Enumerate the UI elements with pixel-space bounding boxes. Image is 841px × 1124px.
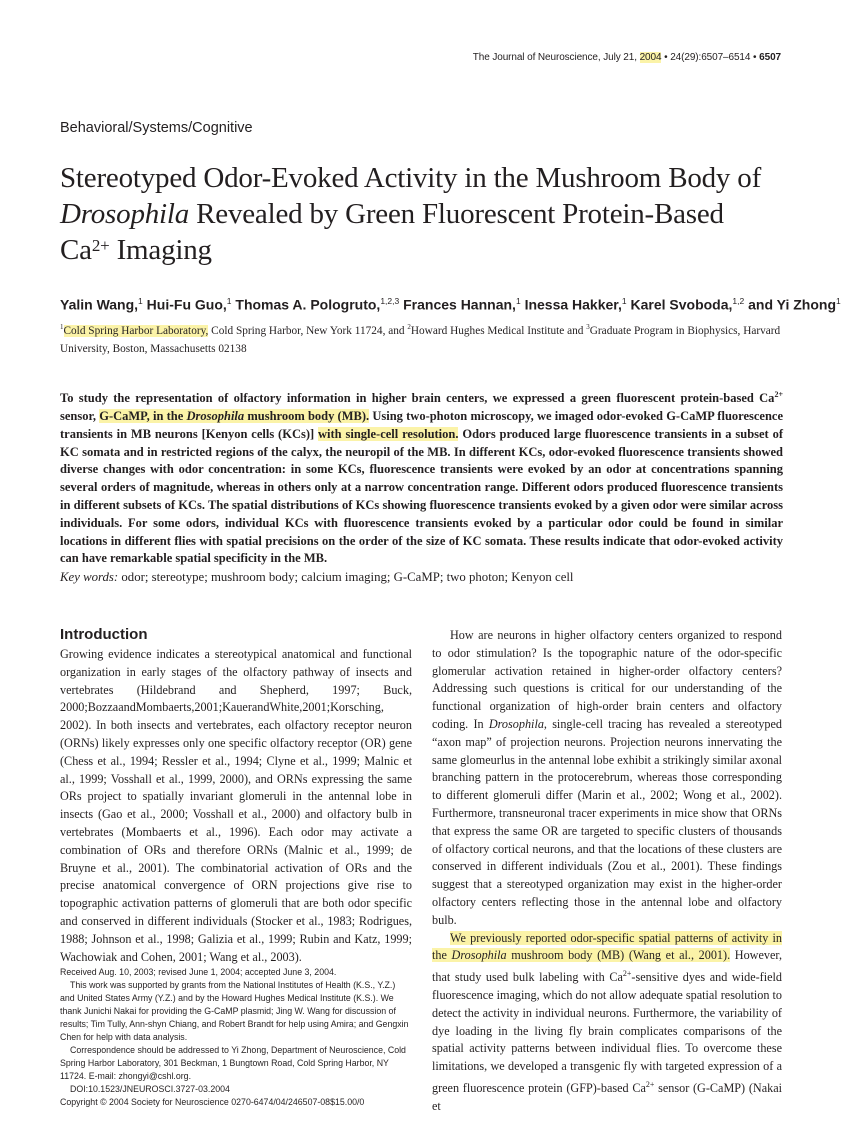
affil-text: Howard Hughes Medical Institute and [410, 324, 584, 337]
author: Hui-Fu Guo, [146, 296, 227, 313]
para-highlight [432, 931, 782, 963]
paragraph: Growing evidence indicates a stereotypical anatomical and functional organization in early stages of the olfactory pathway of insects and vertebrates (Hildebrand and Shepherd, 1997; Buck, 2000;BozzaandMombaerts,2001;KauerandWhite,2001;Korsching, 2002). In both insects and vertebrates, each olfactory receptor neuron (ORNs) likely expresses only one specific olfactory receptor (OR) gene (Chess et al., 1994; Ressler et al., 1994; Clyne et al., 1999; Malnic et al., 1999; Vosshall et al., 1999, 2000), and ORNs expressing the same ORs project to spatially invariant glomeruli in the antennal lobe in insects (Gao et al., 2000; Vosshall et al., 2000) and olfactory bulb in vertebrates (Mombaerts et al., 1996). Each odor may activate a combination of ORs and therefore ORNs (Malnic et al., 1999; de Bruyne et al., 2001). The combinatorial activation of ORs and the precise anatomical convergence of ORN projections give rise to topographic activation patterns of glomeruli that are both odor specific and conserved in different individuals (Stocker et al., 1983; Rodrigues, 1988; Johnson et al., 1998; Galizia et al., 1999; Rubin and Katz, 1999; Wachowiak and Cohen, 2001; Wang et al., 2003). [60, 647, 412, 964]
highlight-text: G-CaMP, in the [99, 408, 184, 423]
left-column [60, 646, 412, 966]
abstract-sup: 2+ [774, 390, 783, 399]
highlight-italic: Drosophila [451, 948, 507, 963]
title-italic: Drosophila [60, 198, 190, 230]
author-sup: 1 [138, 296, 143, 306]
abstract [60, 386, 783, 568]
abstract-text: To study the representation of olfactory information in higher brain centers, we expressed a green fluorescent protein-based Ca [60, 391, 775, 406]
footnote-received: Received Aug. 10, 2003; revised June 1, 2004; accepted June 3, 2004. [60, 967, 337, 977]
author-sup: 1 [515, 296, 521, 306]
highlight-text: mushroom body (MB) (Wang et al., 2001). [511, 948, 731, 963]
footnote-copyright: Copyright © 2004 Society for Neuroscience 0270-6474/04/246507-08$15.00/0 [60, 1097, 365, 1107]
footnote-correspondence: Correspondence should be addressed to Yi Zhong, Department of Neuroscience, Cold Spring Harbor Laboratory, 301 Beckman, 1 Bungtown Road, Cold Spring Harbor, NY 11724. E-mail: zhongyi@cshl.org. [60, 1045, 406, 1081]
affil-text: Cold Spring Harbor, New York 11724, and [211, 324, 405, 337]
para-text: , single-cell tracing has revealed a stereotyped “axon map” of projection neurons. Projection neurons innervating the same glomeurlus in the antennal lobe exhibit a strikingly similar axonal branching pattern in the protocerebrum, whereas those corresponding to different glomeruli differ (Marin et al., 2002; Wong et al., 2002). Furthermore, transneuronal tracer experiments in mice show that ORNs that express the same OR are targeted to specific clusters of thousands of olfactory cortical neurons, and that the locations of these clusters are conserved in different individuals (Zou et al., 2001). These findings suggest that a stereotyped organization may exist in the higher-order olfactory centers reflecting those in the antennal lobe and olfactory bulb. [432, 716, 783, 927]
keywords-text: odor; stereotype; mushroom body; calcium imaging; G-CaMP; two photon; Kenyon cell [121, 570, 574, 584]
footnote-support: This work was supported by grants from the National Institutes of Health (K.S., Y.Z.) and United States Army (Y.Z.) and by the Howard Hughes Medical Institute (K.S.). We thank Junichi Nakai for providing the G-CaMP plasmid; Jing W. Wang for discussion of results; Tim Tully, Ann-shyn Chiang, and Robert Brandt for help using Amira; and Gengxin Chen for help with data analysis. [60, 980, 409, 1042]
para-italic: Drosophila [488, 716, 544, 731]
abstract-text: Odors produced large fluorescence transients in a subset of KC somata and in restricted regions of the calyx, the neuropil of the MB. In different KCs, odor-evoked fluorescence transients showed diverse changes with odor concentration: in some KCs, fluorescence transients were evoked by an odor at concentrations spanning several orders of magnitude, whereas in others only at a narrow concentration range. Different odors produced fluorescence transients in different subsets of KCs. The spatial distributions of KCs showing fluorescence transients evoked by a given odor were similar across individuals. For some odors, individual KCs with fluorescence transients evoked by a particular odor could be found in similar locations in different flies with spatial precisions on the order of the size of KC somata. These results indicate that odor-evoked activity can have remarkable spatial specificity in the MB. [60, 426, 783, 566]
para-text: However, that study used bulk labeling with Ca [432, 948, 783, 985]
title-imaging: Imaging [116, 234, 212, 266]
journal-header: The Journal of Neuroscience, July 21, 2004 • 24(29):6507–6514 • 6507 [472, 52, 781, 63]
section-label: Behavioral/Systems/Cognitive [60, 120, 253, 136]
footnotes [60, 966, 412, 1109]
title-line-1: Stereotyped Odor-Evoked Activity in the Mushroom Body of [60, 162, 762, 194]
para-text: sensor (G-CaMP) (Nakai et [432, 1081, 783, 1113]
para-text: -sensitive dyes and wide-field fluorescence imaging, which do not allow adequate spatial resolution to detect the activity in individual neurons. Furthermore, the variability of dye loading in the living fly brain complicates comparisons of the spatial activity patterns between individual flies. To overcome these limitations, we developed a transgenic fly with targeted expression of a green fluorescence protein (GFP)-based Ca [432, 970, 782, 1096]
author-sup: 1 [621, 296, 627, 306]
paragraph [432, 627, 782, 930]
title-line-2: Revealed by Green Fluorescent Protein-Based [196, 198, 724, 230]
author: Yalin Wang, [60, 296, 139, 313]
right-column [432, 627, 782, 1116]
journal-name: The Journal of Neuroscience, July 21, [472, 52, 637, 63]
title-sup: 2+ [91, 236, 110, 255]
author-sup: 1 [226, 296, 232, 306]
affil-sup: 1 [60, 323, 64, 331]
affiliations [60, 318, 790, 358]
abstract-text: sensor, [60, 408, 97, 423]
journal-year: 2004 [639, 52, 662, 63]
highlight-text: mushroom body (MB). [247, 408, 370, 423]
author: Karel Svoboda, [630, 296, 733, 313]
keywords [60, 570, 783, 585]
keywords-label: Key words: [60, 570, 119, 584]
page-number: 6507 [759, 52, 781, 63]
author: Inessa Hakker, [524, 296, 622, 313]
author: Thomas A. Pologruto, [235, 296, 381, 313]
para-sup: 2+ [645, 1079, 655, 1089]
paragraph [432, 930, 782, 1116]
affil-lab: Cold Spring Harbor Laboratory, [63, 324, 209, 337]
abstract-text: Using two-photon microscopy, we imaged odor-evoked G-CaMP fluorescence transients in MB neurons [Kenyon cells (KCs)] [60, 408, 784, 441]
author-sup: 1,2,3 [380, 296, 400, 306]
abstract-highlight-2: with single-cell resolution. [318, 426, 459, 441]
article-title [60, 160, 800, 268]
affil-sup: 3 [586, 323, 590, 331]
affil-text: Graduate Program in Biophysics, Harvard University, Boston, Massachusetts 02138 [60, 324, 781, 355]
author-sup: 1 [836, 296, 841, 306]
section-heading-introduction: Introduction [60, 626, 148, 643]
author-list [60, 296, 841, 313]
author: Frances Hannan, [403, 296, 516, 313]
journal-issue: 24(29):6507–6514 [670, 52, 751, 63]
author-sup: 1,2 [732, 296, 745, 306]
para-sup: 2+ [622, 969, 632, 979]
affil-sup: 2 [407, 323, 411, 331]
title-ca: Ca [60, 234, 92, 266]
abstract-highlight-1 [99, 409, 369, 423]
author: and Yi Zhong [748, 296, 837, 313]
para-text: How are neurons in higher olfactory centers organized to respond to odor stimulation? Is the topographic nature of the odor-specific glomerular activation retained in higher-order olfactory centers? Addressing such questions is critical for our understanding of the functional organization of high-order brain centers and olfactory coding. In [432, 628, 782, 731]
highlight-italic: Drosophila [186, 408, 245, 423]
highlight-text: We previously reported odor-specific spatial patterns of activity in the [432, 930, 782, 963]
footnote-doi: DOI:10.1523/JNEUROSCI.3727-03.2004 [70, 1084, 230, 1094]
